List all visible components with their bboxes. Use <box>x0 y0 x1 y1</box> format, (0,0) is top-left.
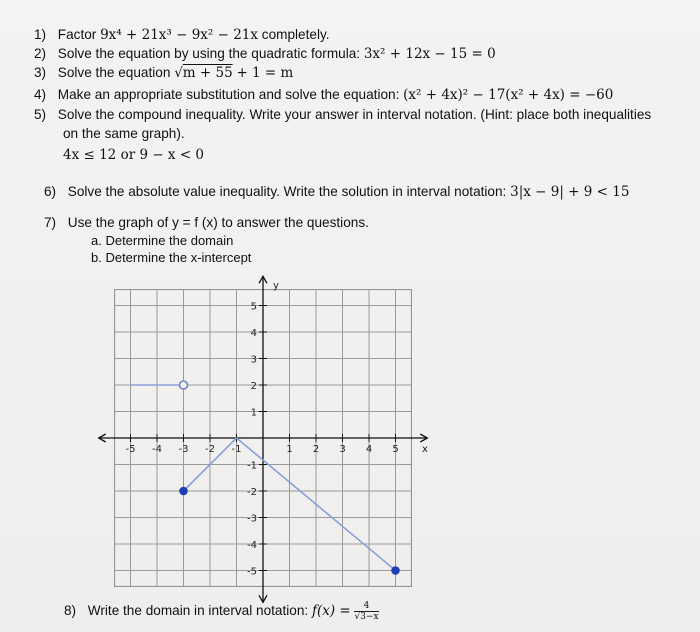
function-graph <box>118 280 438 590</box>
problem-1: 1) Factor 9x⁴ + 21x³ − 9x² − 21x completely. <box>34 27 330 43</box>
y-tick-label: 3 <box>250 354 257 366</box>
x-tick-label: 1 <box>286 444 293 455</box>
closed-endpoint <box>392 567 400 575</box>
x-tick-label: 3 <box>339 444 346 455</box>
graph-curve <box>131 381 400 574</box>
radicand: m + 55 <box>182 65 233 81</box>
open-endpoint <box>180 381 188 389</box>
x-tick-label: -2 <box>205 444 215 455</box>
problem-6: 6) Solve the absolute value inequality. Write the solution in interval notation: 3|x − 9| + 9 < 15 <box>44 184 630 200</box>
x-tick-label: -4 <box>152 444 162 455</box>
problem-5-math: 4x ≤ 12 or 9 − x < 0 <box>63 147 205 163</box>
y-tick-label: 1 <box>250 407 257 419</box>
y-tick-label: -3 <box>247 513 257 525</box>
domain-fraction: $\frac{4}{√3-x}$ <box>354 601 379 622</box>
y-tick-label: 2 <box>250 381 257 392</box>
closed-endpoint <box>180 487 188 495</box>
axis-y-label: y <box>273 280 279 292</box>
problem-4: 4) Make an appropriate substitution and solve the equation: (x² + 4x)² − 17(x² + 4x) = −60 <box>34 87 614 103</box>
x-tick-label: 5 <box>392 444 399 455</box>
x-tick-label: 2 <box>312 444 320 455</box>
problem-5: 5) Solve the compound inequality. Write your answer in interval notation. (Hint: place both inequalities <box>34 107 652 122</box>
x-tick-label: -3 <box>178 444 189 455</box>
problem-5-cont: on the same graph). <box>63 126 185 141</box>
problem-3: 3) Solve the equation √m + 55 + 1 = m <box>34 65 294 81</box>
y-tick-label: -1 <box>247 460 257 472</box>
axis-x-label: x <box>422 444 428 455</box>
y-tick-label: 5 <box>250 301 257 313</box>
x-tick-label: -5 <box>125 444 136 455</box>
x-tick-label: 4 <box>365 444 373 455</box>
graph-ticks <box>126 302 399 578</box>
problem-7b: b. Determine the x-intercept <box>91 250 252 265</box>
graph-axes <box>99 276 428 602</box>
problem-2: 2) Solve the equation by using the quadratic formula: 3x² + 12x − 15 = 0 <box>34 46 496 62</box>
problem-7a: a. Determine the domain <box>91 233 234 248</box>
y-tick-label: -4 <box>247 540 257 551</box>
x-tick-label: -1 <box>231 444 242 455</box>
problem-8: 8) Write the domain in interval notation: f(x) = $\frac{4}{√3-x}$ <box>64 601 379 622</box>
y-tick-label: 4 <box>250 328 257 339</box>
y-tick-label: -5 <box>247 566 257 578</box>
y-tick-label: -2 <box>247 487 257 498</box>
problem-7: 7) Use the graph of y = f (x) to answer the questions. <box>44 215 369 230</box>
